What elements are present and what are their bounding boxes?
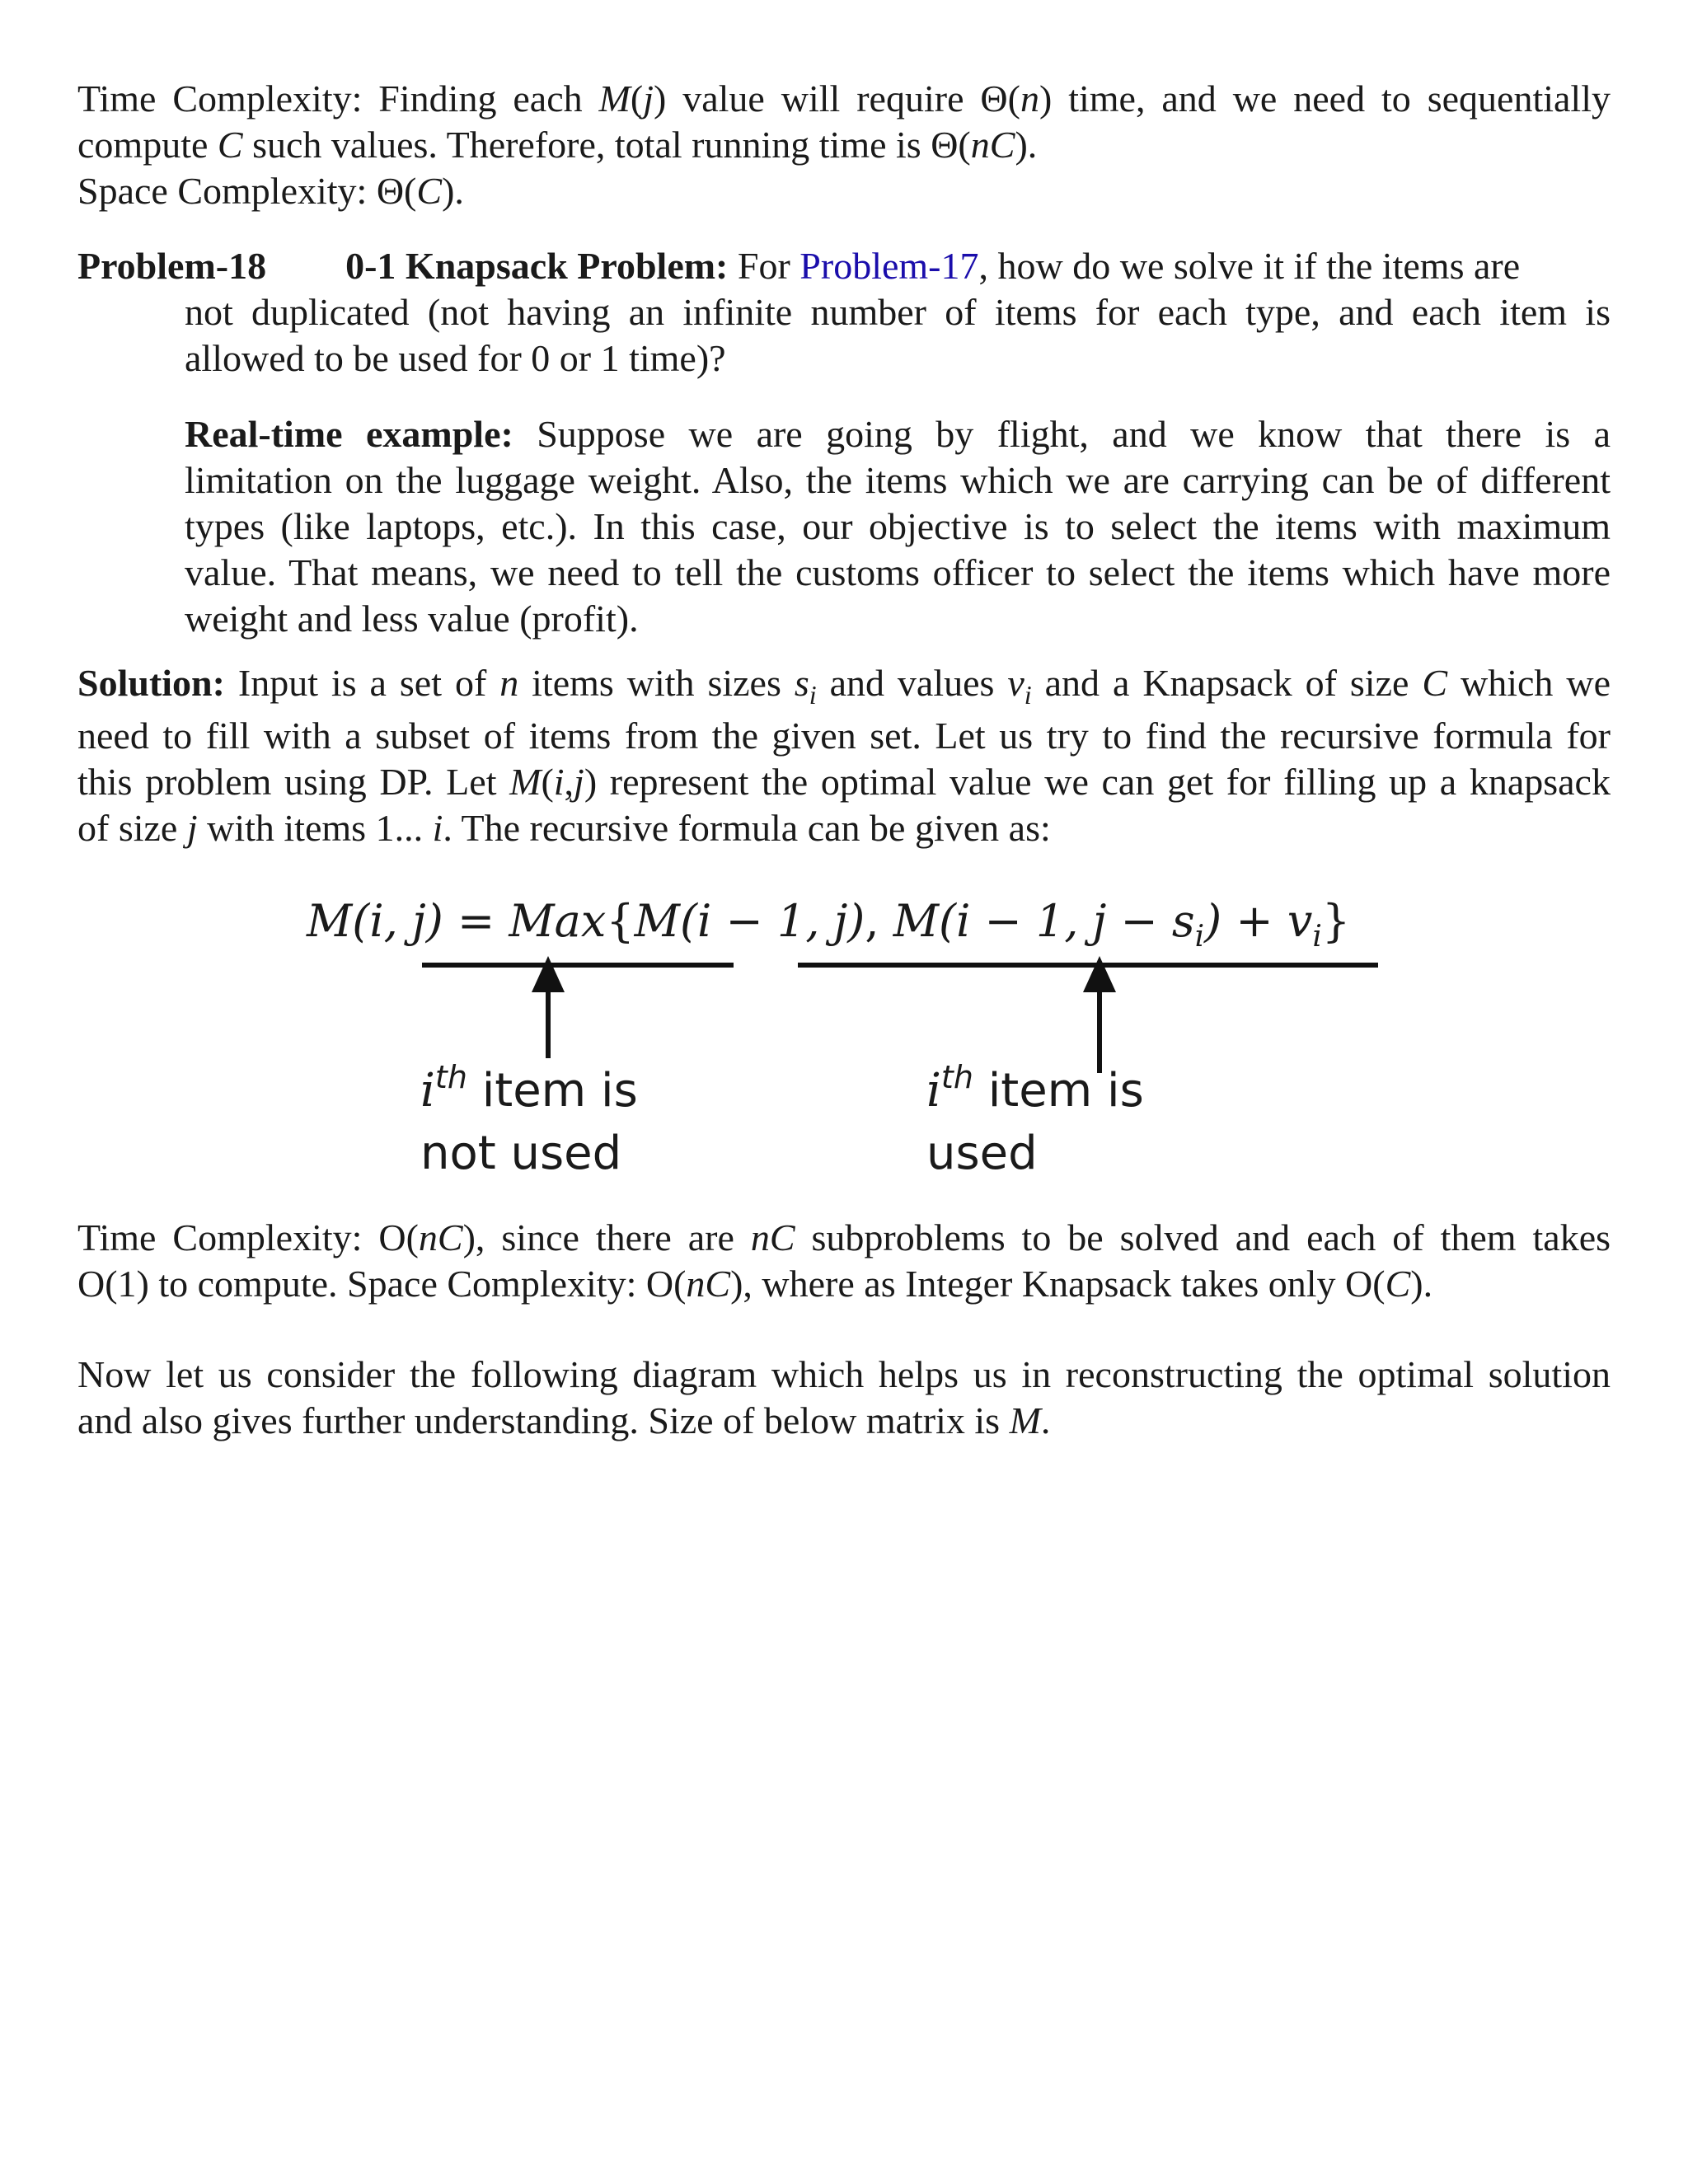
text: Time Complexity: O( (77, 1216, 419, 1258)
text: compute (77, 124, 218, 166)
text: . (1040, 1399, 1051, 1441)
text: ). (1015, 124, 1038, 166)
text: ), where as Integer Knapsack takes only O( (730, 1263, 1386, 1305)
text: ). (1410, 1263, 1433, 1305)
text: allowed to be used for 0 or 1 time)? (185, 337, 726, 379)
text: . The recursive formula can be given as: (443, 807, 1051, 849)
text: Now let us consider the following diagram which helps us in reconstructing the optimal solution (77, 1353, 1611, 1395)
text: , (564, 761, 574, 803)
text: Space Complexity: Θ( (77, 170, 417, 212)
text: i (553, 761, 565, 803)
example-label: Real-time example: (185, 413, 513, 455)
text: ( (630, 77, 644, 120)
text: v (1287, 895, 1313, 947)
underline-not-used (422, 963, 734, 968)
text: = (443, 895, 509, 947)
caption-not-used (420, 1060, 638, 1185)
solution-label: Solution: (77, 662, 225, 704)
text: weight and less value (profit). (185, 598, 639, 640)
text: nC (418, 1216, 463, 1258)
arrow-up-icon (1083, 956, 1116, 992)
text: subproblems to be solved and each of them takes (795, 1216, 1611, 1258)
text: ), since there are (462, 1216, 751, 1258)
text: nC (970, 124, 1015, 166)
formula-term-not-used: M(i − 1, j) (634, 895, 865, 947)
text: ) (1204, 895, 1222, 947)
time-complexity-paragraph (77, 76, 1611, 214)
text: Input is a set of (224, 662, 500, 704)
problem-17-link[interactable]: Problem-17 (799, 245, 979, 287)
text: Time Complexity: Finding each (77, 77, 599, 120)
text: i (809, 680, 817, 710)
text: i (432, 807, 443, 849)
formula-term-used: M(i − 1, j − s (893, 895, 1195, 947)
text: M (598, 77, 631, 120)
text: i (1024, 680, 1032, 710)
problem-18-continuation (185, 289, 1611, 382)
text: Suppose we are going by flight, and we know that there is a (513, 413, 1611, 455)
text: nC (750, 1216, 795, 1258)
text: s (794, 662, 809, 704)
text: n (1020, 77, 1039, 120)
text: not used (420, 1127, 622, 1180)
text: and values (816, 662, 1008, 704)
formula-max: Max (509, 895, 607, 947)
text: i (1312, 920, 1322, 954)
recursive-formula (307, 888, 1350, 954)
text: C (217, 124, 243, 166)
text: For (728, 245, 800, 287)
arrow-up-icon (532, 956, 565, 992)
text: with items 1... (197, 807, 433, 849)
text: j (574, 761, 584, 803)
text: n (499, 662, 519, 704)
text: i (926, 1064, 941, 1118)
text: nC (686, 1263, 731, 1305)
text: types (like laptops, etc.). In this case, our objective is to select the items with maximum (185, 505, 1611, 547)
text: C (1385, 1263, 1411, 1305)
text: O(1) to compute. Space Complexity: O( (77, 1263, 687, 1305)
text: not duplicated (not having an infinite number of items for each type, and each item is (185, 291, 1611, 333)
formula-lhs: M(i, j) (307, 895, 443, 947)
text: ) time, and we need to sequentially (1039, 77, 1611, 120)
text: , (865, 895, 893, 947)
text: and a Knapsack of size (1031, 662, 1423, 704)
text: this problem using DP. Let (77, 761, 510, 803)
text: value. That means, we need to tell the customs officer to select the items which have more (185, 551, 1611, 593)
text: need to fill with a subset of items from the given set. Let us try to find the recursive formula for (77, 715, 1611, 757)
text: items with sizes (518, 662, 795, 704)
caption-used (926, 1060, 1144, 1185)
text: j (186, 807, 198, 849)
problem-title: 0-1 Knapsack Problem: (345, 245, 729, 287)
problem-18-paragraph (77, 243, 1611, 289)
text: v (1007, 662, 1025, 704)
real-time-example-paragraph (185, 411, 1611, 642)
text: i (1194, 920, 1205, 954)
text: th (434, 1059, 467, 1095)
text: th (940, 1059, 973, 1095)
text: item is (973, 1064, 1144, 1118)
text: j (643, 77, 654, 120)
text: item is (467, 1064, 638, 1118)
text: C (1422, 662, 1448, 704)
problem-label: Problem-18 (77, 245, 267, 287)
text: ) value will require Θ( (653, 77, 1020, 120)
text: i (420, 1064, 435, 1118)
text: such values. Therefore, total running time is Θ( (242, 124, 971, 166)
complexity-paragraph (77, 1215, 1611, 1307)
text: ( (541, 761, 554, 803)
arrow-stem (546, 989, 551, 1058)
solution-paragraph (77, 660, 1611, 851)
text: } (1321, 895, 1351, 947)
text: , how do we solve it if the items are (978, 245, 1521, 287)
text: ) represent the optimal value we can get for filling up a knapsack (584, 761, 1611, 803)
text: { (606, 895, 635, 947)
text: M (1009, 1399, 1041, 1441)
text: and also gives further understanding. Size of below matrix is (77, 1399, 1010, 1441)
text: M (509, 761, 542, 803)
text: C (416, 170, 443, 212)
text: of size (77, 807, 187, 849)
text: + (1221, 895, 1287, 947)
text: ). (442, 170, 464, 212)
text: which we (1447, 662, 1611, 704)
text: limitation on the luggage weight. Also, the items which we are carrying can be of different (185, 459, 1611, 501)
closing-paragraph (77, 1352, 1611, 1444)
text: used (926, 1127, 1038, 1180)
